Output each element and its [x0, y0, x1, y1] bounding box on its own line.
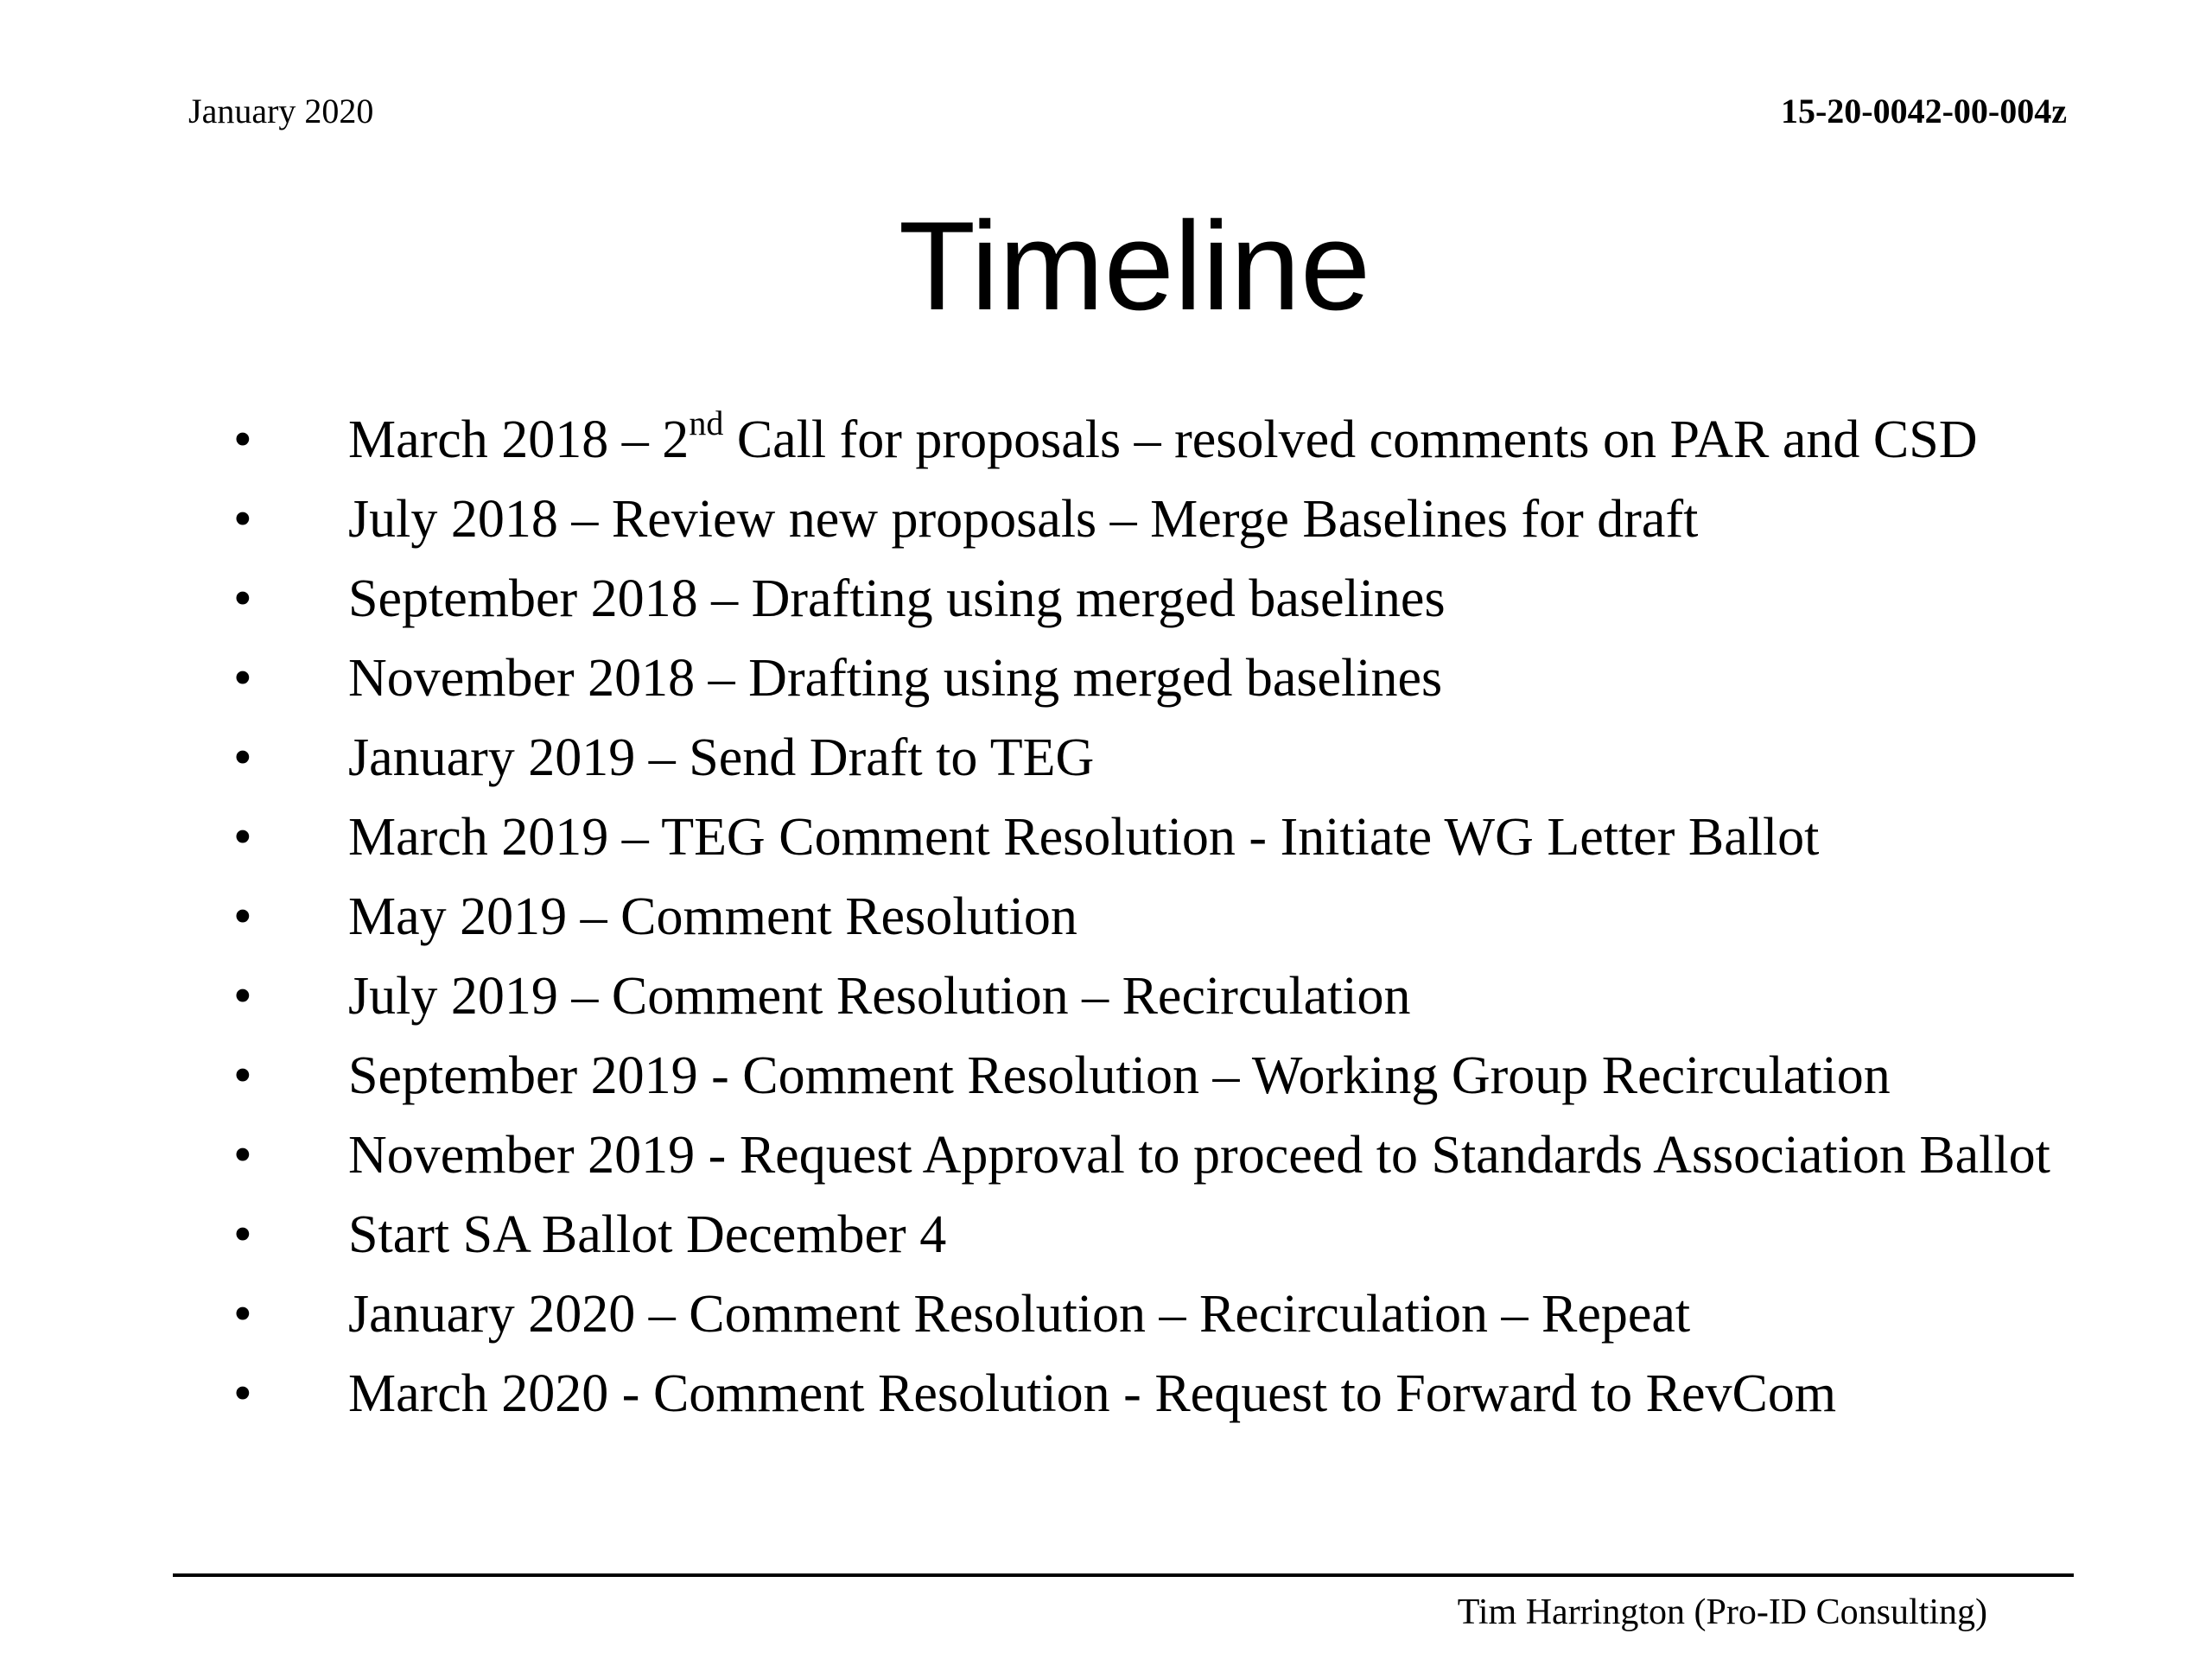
page-title: Timeline [898, 195, 1371, 336]
timeline-item-november-2019 [233, 1122, 2074, 1189]
bullet-dot: • [233, 967, 252, 1026]
header-date: January 2020 [188, 92, 374, 130]
timeline-item-text: July 2018 – Review new proposals – Merge Baselines for draft [348, 490, 1699, 549]
timeline-item-text: November 2018 – Drafting using merged baselines [348, 649, 1443, 708]
footer-divider [173, 1573, 2074, 1577]
timeline-item-sa-ballot-start [233, 1201, 2074, 1268]
timeline-list [233, 406, 2074, 1440]
timeline-item-text: January 2020 – Comment Resolution – Recirculation – Repeat [348, 1285, 1691, 1344]
footer-author: Tim Harrington (Pro-ID Consulting) [1457, 1592, 1987, 1632]
bullet-dot: • [233, 1364, 252, 1423]
bullet-dot: • [233, 569, 252, 628]
timeline-item-november-2018 [233, 645, 2074, 712]
timeline-item-text: September 2019 - Comment Resolution – Working Group Recirculation [348, 1046, 1891, 1105]
timeline-item-text: January 2019 – Send Draft to TEG [348, 728, 1095, 787]
bullet-dot: • [233, 887, 252, 946]
timeline-item-january-2020 [233, 1281, 2074, 1348]
bullet-dot: • [233, 649, 252, 708]
timeline-item-september-2019 [233, 1042, 2074, 1109]
timeline-item-text: July 2019 – Comment Resolution – Recirculation [348, 967, 1411, 1026]
timeline-item-text: November 2019 - Request Approval to proceed to Standards Association Ballot [348, 1126, 2050, 1185]
timeline-item-text: September 2018 – Drafting using merged baselines [348, 569, 1446, 628]
timeline-item-september-2018 [233, 565, 2074, 632]
timeline-item-may-2019 [233, 883, 2074, 950]
timeline-item-march-2020 [233, 1360, 2074, 1427]
timeline-item-march-2018 [233, 406, 2074, 474]
bullet-dot: • [233, 1046, 252, 1105]
timeline-item-text: March 2018 – 2nd Call for proposals – resolved comments on PAR and CSD [348, 404, 1978, 469]
bullet-dot: • [233, 1126, 252, 1185]
timeline-item-text: March 2019 – TEG Comment Resolution - Initiate WG Letter Ballot [348, 808, 1820, 867]
timeline-item-text: March 2020 - Comment Resolution - Request to Forward to RevCom [348, 1364, 1837, 1423]
bullet-dot: • [233, 728, 252, 787]
timeline-item-july-2018 [233, 486, 2074, 553]
timeline-item-text: Start SA Ballot December 4 [348, 1205, 947, 1264]
timeline-item-text: May 2019 – Comment Resolution [348, 887, 1077, 946]
bullet-dot: • [233, 1285, 252, 1344]
bullet-dot: • [233, 410, 252, 469]
bullet-dot: • [233, 490, 252, 549]
timeline-item-january-2019 [233, 724, 2074, 791]
bullet-dot: • [233, 1205, 252, 1264]
ordinal-superscript: nd [689, 404, 724, 443]
timeline-item-march-2019 [233, 804, 2074, 871]
document-number: 15-20-0042-00-004z [1780, 92, 2067, 130]
bullet-dot: • [233, 808, 252, 867]
timeline-item-july-2019 [233, 963, 2074, 1030]
